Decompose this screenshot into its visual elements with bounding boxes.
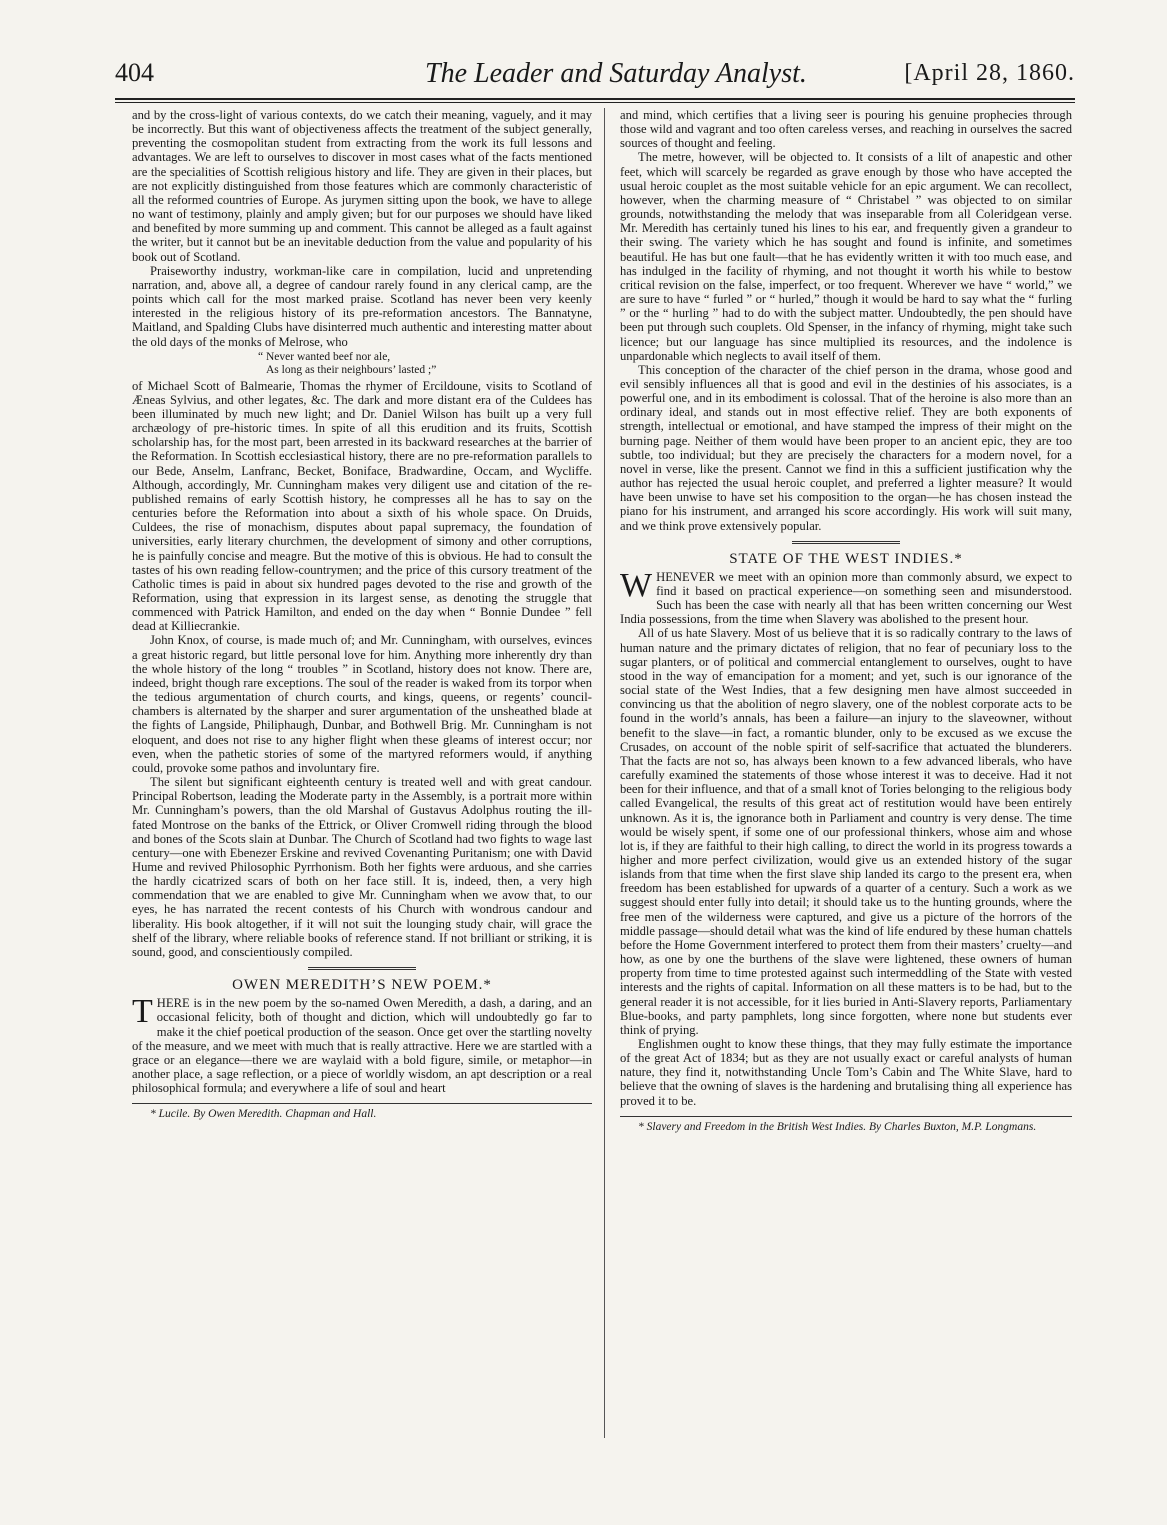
article-heading: OWEN MEREDITH’S NEW POEM.* [232, 977, 492, 994]
footnote: * Slavery and Freedom in the British West Indies. By Charles Buxton, M.P. Longmans. [638, 1120, 1037, 1133]
header-rule [115, 98, 1075, 100]
paragraph-text: HENEVER we meet with an opinion more than commonly absurd, we expect to find it based on practical experience—on something seen and misunderstood. Such has been the case with nearly all that has been written concerning our West India possessions, from the time when Slavery was abolished to the present hour. [620, 569, 1072, 627]
left-column [132, 108, 592, 1121]
section-separator [792, 541, 900, 544]
drop-cap: T [132, 993, 153, 1031]
paragraph: and mind, which certifies that a living seer is pouring his genuine prophecies through those wild and vagrant and too often careless verses, and reaching in ourselves the sacred sources of thought and feeling. [620, 108, 1072, 151]
paragraph: The metre, however, will be objected to. It consists of a lilt of anapestic and other feet, which will scarcely be regarded as grave enough by those who have accepted the usual heroic couplet as the most suitable vehicle for an epic argument. We can recollect, however, when the charming measure of “ Christabel ” was objected to on similar grounds, notwithstanding the melody that was inseparable from all Coleridgean verse. Mr. Meredith has certainly tuned his lines to his ear, and frequently given a grandeur to their swing. The variety which he has sought and found is infinite, and sometimes beautiful. He has but one fault—that he has evidently written it with too much ease, and has indulged in the facility of rhyming, and not thought it worth his while to bestow critical revision on the false, imperfect, or too frequent. Wherever we have “ world,” we are sure to have “ furled ” or “ hurled,” though it would be hard to say what the “ furling ” or the “ hurling ” had to do with the subject matter. Undoubtedly, the pen should have been put through such couplets. Old Spenser, in the infancy of rhyming, might take such licence; but our language has since multiplied its resources, and the indolence is unpardonable which neglects to avail itself of them. [620, 150, 1072, 363]
paragraph: and by the cross-light of various contexts, do we catch their meaning, vaguely, and it may be incorrectly. But this want of objectiveness affects the treatment of the subject generally, preventing the cosmopolitan student from extracting from the work its full lessons and advantages. We are left to ourselves to discover in most cases what of the facts mentioned are the specialities of Scottish religious history and life. They are given in their places, but are not explicitly distinguished from those features which are commonly characteristic of all the reformed countries of Europe. As jurymen sitting upon the book, we have to allege no want of testimony, plainly and amply given; but for our purposes we should have liked and benefited by more summing up and comment. This cannot be alleged as a fault against the writer, but it cannot but be an inevitable deduction from the value and popularity of his book out of Scotland. [132, 108, 592, 264]
issue-date: [April 28, 1860. [904, 60, 1075, 86]
paragraph: Englishmen ought to know these things, that they may fully estimate the importance of the great Act of 1834; but as they are not usually exact or careful analysts of human nature, they find it, notwithstanding Uncle Tom’s Cabin and The White Slave, hard to believe that the owning of slaves is the hardening and brutalising thing all experience has proved it to be. [620, 1037, 1072, 1108]
footnote-rule [620, 1116, 1072, 1117]
paragraph: John Knox, of course, is made much of; and Mr. Cunningham, with ourselves, evinces a great historic regard, but little personal love for him. Anything more inherently dry than the whole history of the long “ troubles ” in Scotland, history does not know. There are, indeed, bright though rare exceptions. The soul of the reader is waked from its torpor when the tedious argumentation of church courts, and kings, queens, or regents’ council-chambers is alternated by the sharper and surer argumentation of the unsheathed blade at the fights of Langside, Philiphaugh, Dunbar, and Bothwell Brig. Mr. Cunningham is not eloquent, and does not rise to any higher flight when these gleams of interest occur; nor even, when the pathetic stories of some of the martyred reformers would, if anything could, provoke some pathos and involuntary fire. [132, 633, 592, 775]
section-separator [308, 967, 416, 970]
paragraph: Praiseworthy industry, workman-like care in compilation, lucid and unpretending narration, and, above all, a degree of candour rarely found in any clerical camp, are the points which call for the most marked praise. Scotland has never been very keenly interested in the religious history of its pre-reformation ancestors. The Bannatyne, Maitland, and Spalding Clubs have disinterred much authentic and interesting matter about the old days of the monks of Melrose, who [132, 263, 592, 349]
verse-line: As long as their neighbours’ lasted ;” [266, 363, 437, 376]
footnote: * Lucile. By Owen Meredith. Chapman and Hall. [150, 1108, 377, 1121]
column-divider [604, 108, 605, 1438]
verse-line: “ Never wanted beef nor ale, [258, 350, 391, 363]
right-column [620, 108, 1072, 1134]
publication-title: The Leader and Saturday Analyst. [425, 58, 807, 89]
paragraph: of Michael Scott of Balmearie, Thomas the rhymer of Ercildoune, visits to Scotland of Æneas Sylvius, and other legates, &c. The dark and more distant era of the Culdees has been illuminated by much new light; and Dr. Daniel Wilson has built up a very full archæology of pre-historic times. In spite of all this erudition and its fruits, Scottish scholarship has, for the most part, been arrested in its backward researches at the barrier of the Reformation. In Scottish ecclesiastical history, there are no pre-reformation parallels to our Bede, Anselm, Lanfranc, Becket, Boniface, Bradwardine, Occam, and Wycliffe. Although, accordingly, Mr. Cunningham makes very diligent use and citation of the re-published remains of early Scottish history, he compresses all he has to say on the centuries before the Reformation into about a sixth of his whole space. On Druids, Culdees, the rise of monachism, disputes about papal supremacy, the foundation of universities, early literary churchmen, the development of simony and other corruptions, he is painfully concise and meagre. But the motive of this is obvious. He had to consult the tastes of his own reading fellow-countrymen; and the price of this cursory treatment of the Catholic times is paid in about six hundred pages devoted to the rise and growth of the Reformation, using that expression in its largest sense, as denoting the struggle that commenced with Patrick Hamilton, and ended on the day when “ Bonnie Dundee ” fell dead at Killiecrankie. [132, 378, 592, 634]
page-number: 404 [115, 58, 154, 87]
paragraph: This conception of the character of the chief person in the drama, whose good and evil sensibly influences all that is good and evil in the destinies of his associates, is a powerful one, and in its embodiment is colossal. That of the heroine is also more than an ordinary ideal, and stands out in most effective relief. They are both exponents of strength, intellectual or emotional, and have stamped the impress of their might on the burning page. Neither of them would have been proper to an ancient epic, they are too subtle, too individual; but they are precisely the characters for a modern novel, for a novel in verse, like the present. Cannot we find in this a sufficient justification why the author has rejected the usual heroic couplet, and preferred a lighter measure? It would have been unwise to have set his composition to the organ—he has chosen instead the piano for his instrument, and arranged his score accordingly. His work will suit many, and we think prove extensively popular. [620, 362, 1072, 533]
paragraph [620, 566, 1072, 627]
footnote-rule [132, 1103, 592, 1104]
page-header [115, 58, 1075, 98]
verse-quote [258, 351, 592, 377]
paragraph [132, 993, 592, 1096]
paragraph: The silent but significant eighteenth century is treated well and with great candour. Principal Robertson, leading the Moderate party in the Assembly, is a portrait more within Mr. Cunningham’s powers, than the old Marshal of Gustavus Adolphus routing the ill-fated Montrose on the banks of the Ettrick, or Oliver Cromwell riding through the blood and bones of the Scots slain at Dunbar. The Church of Scotland had two fights to wage last century—one with Ebenezer Erskine and revived Covenanting Puritanism; one with David Hume and revived Philosophic Pyrrhonism. Both her fights were arduous, and she carries the hardly cicatrized scars of both on her face still. It is, indeed, then, a very high commendation that we are enabled to give Mr. Cunningham when we avow that, to our eyes, he has narrated the recent contests of his Church with wondrous candour and liberality. His book altogether, if it will not suit the lounging study chair, will grace the shelf of the library, where reliable books of reference stand. If not brilliant or striking, it is sound, good, and conscientiously compiled. [132, 775, 592, 959]
paragraph-text: HERE is in the new poem by the so-named Owen Meredith, a dash, a daring, and an occasional felicity, both of thought and diction, which will undoubtedly go far to make it the chief poetical production of the season. Once get over the startling novelty of the measure, and we meet with much that is really attractive. Here we are startled with a grace or an elegance—there we are waylaid with a bold figure, simile, or metaphor—in another place, a sage reflection, or a piece of worldly wisdom, an apt description or a real philosophical formula; and everywhere a life of soul and heart [132, 996, 592, 1096]
article-heading: STATE OF THE WEST INDIES.* [729, 550, 963, 567]
header-rule-thin [115, 102, 1075, 103]
drop-cap: W [620, 566, 653, 604]
paragraph: All of us hate Slavery. Most of us believe that it is so radically contrary to the laws of human nature and the primary dictates of religion, that no fear of pecuniary loss to the sugar planters, or of political and commercial entanglement to ourselves, ought to have stood in the way of emancipation for a moment; and yet, such is our ignorance of the social state of the West Indies, that a few designing men have almost succeeded in convincing us that the abolition of negro slavery, one of the noblest corporate acts to be found in the world’s annals, has been a failure—an injury to the slaveowner, without benefit to the slave—in fact, a romantic blunder, only to be excused as we excuse the Crusades, on account of the noble spirit of self-sacrifice that actuated the blunderers. That the facts are not so, has always been known to a few advanced liberals, who have carefully examined the statements of those whose interest it was to deceive. Had it not been for their influence, and that of a small knot of Tories belonging to the religious body called Evangelical, the results of this great act of restitution would have been entirely unknown. As it is, the ignorance both in Parliament and country is very dense. The time would be wisely spent, if some one of our professional thinkers, whose aim and whose lot is, if they are faithful to their high calling, to direct the world in its progress towards a higher and more perfect civilization, would give us an extended history of the sugar islands from that time when the first slave ship landed its cargo to the present era, when freedom has been established for upwards of a quarter of a century. Such a work as we suggest should enter fully into detail; it should take us to the hunting grounds, where the free men of the wilderness were captured, and give us a picture of the horrors of the middle passage—should detail what was the kind of life endured by these human chattels before the Home Government interfered to protect them from their masters’ cruelty—and how, as one by one the burthens of the slave were lightened, these owners of human property from time to time protested against such intermeddling of the State with vested interests and the rights of capital. Information on all these matters is to be had, but to the general reader it is not accessible, for it lies buried in Anti-Slavery reports, Parliamentary Blue-books, and party pamphlets, long since forgotten, where none but students ever think of prying. [620, 626, 1072, 1037]
